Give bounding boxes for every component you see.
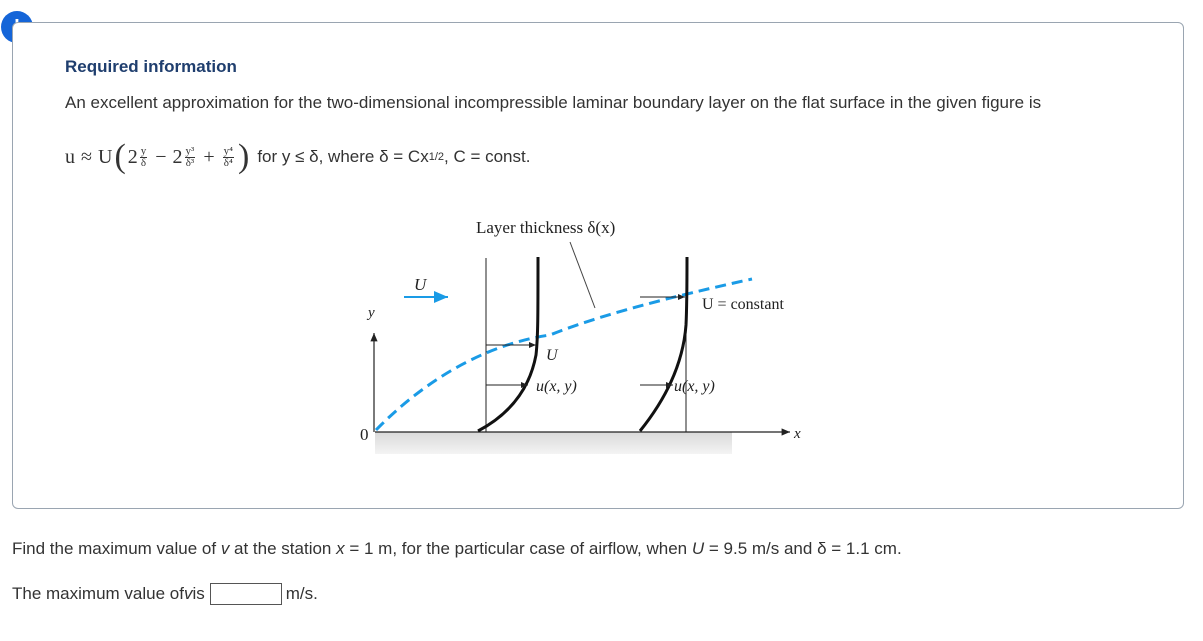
answer-input[interactable] — [210, 583, 282, 605]
profile2-u-label: u(x, y) — [674, 378, 715, 395]
formula-frac-3-num: y⁴ — [223, 144, 233, 157]
question-post-U: = 9.5 m/s and — [704, 539, 818, 558]
profile1-u-label: u(x, y) — [536, 378, 577, 395]
formula-frac-1-num: y — [140, 144, 147, 157]
answer-is: is — [192, 584, 205, 603]
answer-prefix: The maximum value of — [12, 584, 184, 603]
boundary-layer-figure — [340, 205, 820, 460]
velocity-profile-2 — [640, 257, 687, 431]
origin-label: 0 — [360, 425, 369, 444]
formula-frac-2-num: y³ — [185, 144, 195, 157]
freestream-U-label: U — [414, 275, 427, 294]
formula-exponent: 1/2 — [428, 151, 444, 163]
answer-var-v: v — [183, 584, 193, 603]
question-var-x: x — [336, 539, 345, 558]
problem-paragraph: An excellent approximation for the two-dimensional incompressible laminar boundary layer on the flat surface in the given figure is — [65, 93, 1042, 112]
velocity-formula — [65, 137, 530, 177]
formula-coef-2b: 2 — [172, 145, 183, 168]
x-axis-label: x — [794, 426, 801, 442]
y-axis-label: y — [368, 305, 375, 321]
question-post-delta: = 1.1 cm. — [826, 539, 902, 558]
question-var-v: v — [220, 539, 230, 558]
formula-frac-2-den: δ³ — [185, 156, 195, 169]
answer-unit: m/s. — [285, 584, 318, 603]
question-text — [12, 539, 902, 559]
formula-paren-open: ( — [114, 138, 126, 175]
formula-minus: − — [155, 145, 167, 168]
question-delta: δ — [817, 539, 827, 558]
formula-plus: + — [203, 145, 215, 168]
formula-paren-close: ) — [237, 138, 250, 175]
formula-u: u — [65, 145, 75, 168]
boundary-layer-edge — [376, 279, 752, 430]
wall-surface — [375, 432, 732, 454]
U-constant-label: U = constant — [702, 296, 784, 313]
answer-row — [12, 583, 318, 605]
question-post-x: = 1 m, for the particular case of airflow, when — [344, 539, 692, 558]
formula-frac-2 — [185, 146, 196, 169]
layer-thickness-leader — [570, 242, 595, 308]
formula-coef-2a: 2 — [127, 145, 138, 168]
profile1-U-label: U — [546, 347, 558, 364]
formula-U: U — [97, 145, 113, 168]
formula-tail: , C = const. — [444, 147, 531, 166]
formula-suffix: for y ≤ δ, where δ = Cx — [257, 147, 429, 166]
formula-frac-3 — [223, 146, 234, 169]
question-pre: Find the maximum value of — [12, 539, 221, 558]
layer-thickness-label: Layer thickness δ(x) — [476, 218, 616, 237]
formula-frac-3-den: δ⁴ — [223, 156, 233, 169]
formula-frac-1-den: δ — [140, 156, 147, 169]
question-mid: at the station — [229, 539, 337, 558]
formula-approx: ≈ — [81, 145, 92, 168]
required-info-title: Required information — [65, 57, 237, 76]
question-var-U: U — [691, 539, 705, 558]
formula-frac-1 — [140, 146, 148, 169]
